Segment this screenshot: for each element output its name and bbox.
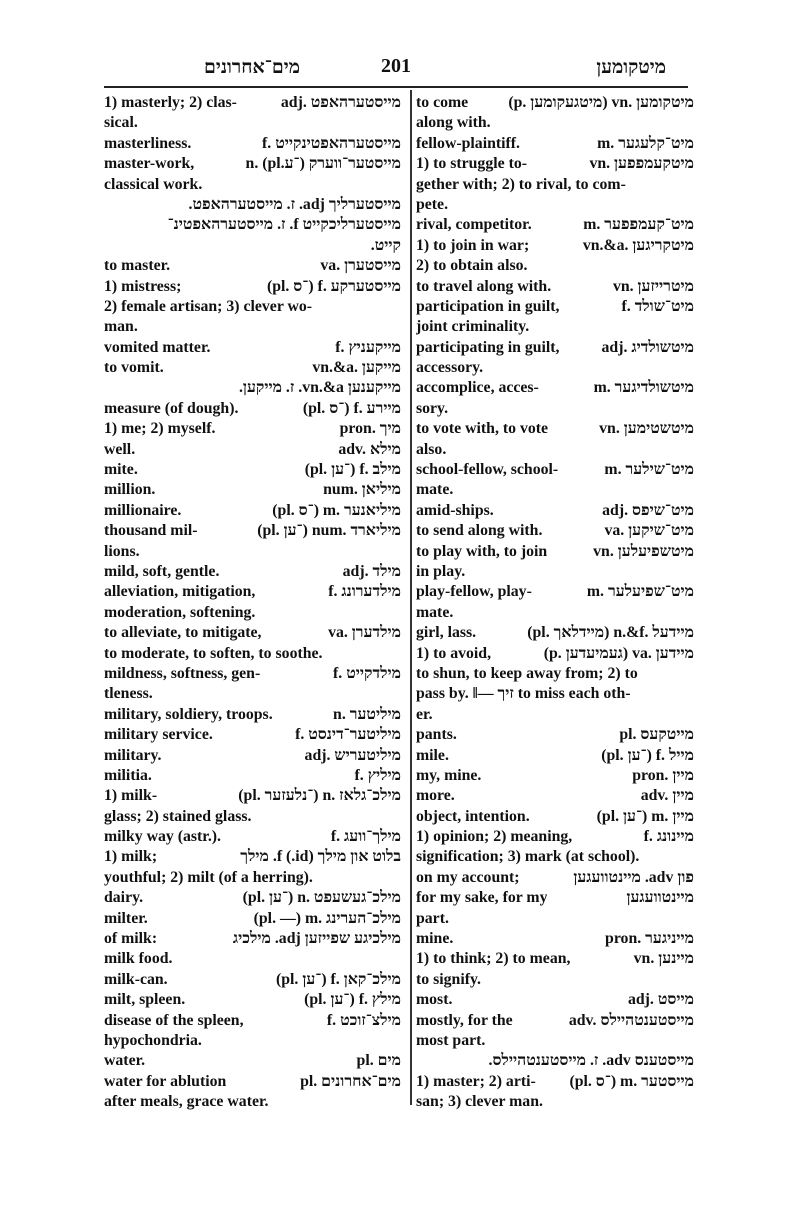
- dictionary-line: [104, 949, 401, 969]
- yiddish-headword: מייסטערליכקייט f. ז. מייסטערהאפטינ־: [167, 216, 401, 234]
- left-column: [104, 93, 401, 1113]
- dictionary-line: [416, 827, 694, 847]
- dictionary-line: [104, 317, 401, 337]
- yiddish-headword: adv. מילא: [338, 440, 401, 458]
- english-gloss: military.: [104, 746, 162, 764]
- yiddish-headword: vn.&a. מיטקריגען: [582, 236, 694, 254]
- dictionary-line: [416, 1031, 694, 1051]
- dictionary-line: [416, 623, 694, 643]
- dictionary-line: [416, 1092, 694, 1112]
- column-divider: [410, 90, 412, 1105]
- yiddish-headword: (p. געמיעדען) va. מיידען: [543, 644, 694, 662]
- dictionary-line: [416, 358, 694, 378]
- yiddish-headword: m. מיטשולדיגער: [593, 379, 694, 397]
- english-gloss: amid-ships.: [416, 501, 494, 519]
- dictionary-line: [104, 623, 401, 643]
- dictionary-line: [104, 1092, 401, 1112]
- yiddish-headword: מייקענען vn.&a. ז. מייקען.: [238, 379, 401, 397]
- english-gloss: classical work.: [104, 175, 203, 193]
- english-gloss: vomited matter.: [104, 338, 211, 356]
- header-right-guideword: מיטקומען: [596, 57, 666, 78]
- english-gloss: to send along with.: [416, 522, 543, 540]
- yiddish-headword: pl. מים: [356, 1052, 401, 1070]
- dictionary-line: [416, 949, 694, 969]
- dictionary-line: [104, 847, 401, 867]
- dictionary-line: [104, 277, 401, 297]
- dictionary-line: [104, 644, 401, 664]
- dictionary-line: [416, 644, 694, 664]
- dictionary-line: [104, 603, 401, 623]
- yiddish-headword: (pl. ־ען) n. מילכ־געשעפט: [242, 889, 401, 907]
- english-gloss: masterliness.: [104, 134, 192, 152]
- english-gloss: to play with, to join: [416, 542, 548, 560]
- dictionary-line: [104, 868, 401, 888]
- english-gloss: school-fellow, school-: [416, 461, 559, 479]
- dictionary-line: [416, 297, 694, 317]
- dictionary-line: [104, 929, 401, 949]
- yiddish-headword: va. מילדערן: [328, 624, 401, 642]
- english-gloss: 2) to obtain also.: [416, 257, 528, 275]
- english-gloss: mile.: [416, 746, 449, 764]
- english-gloss: mite.: [104, 461, 138, 479]
- english-gloss: most.: [416, 991, 453, 1009]
- dictionary-line: [104, 134, 401, 154]
- english-gloss: 1) to join in war;: [416, 236, 530, 254]
- dictionary-line: [104, 338, 401, 358]
- english-gloss: to vote with, to vote: [416, 420, 549, 438]
- dictionary-line: [104, 1011, 401, 1031]
- right-column: [416, 93, 694, 1113]
- dictionary-line: [104, 154, 401, 174]
- dictionary-line: [104, 562, 401, 582]
- yiddish-headword: pl. מייטקעס: [619, 726, 694, 744]
- english-gloss: to master.: [104, 257, 171, 275]
- english-gloss: man.: [104, 318, 138, 336]
- dictionary-line: [416, 888, 694, 908]
- english-gloss: well.: [104, 440, 136, 458]
- english-gloss: 1) master; 2) arti-: [416, 1072, 536, 1090]
- dictionary-line: [104, 358, 401, 378]
- dictionary-line: [416, 215, 694, 235]
- yiddish-headword: f. מילדערונג: [328, 583, 401, 601]
- dictionary-line: [416, 786, 694, 806]
- english-gloss: lions.: [104, 542, 140, 560]
- english-gloss: object, intention.: [416, 807, 530, 825]
- dictionary-line: [104, 175, 401, 195]
- dictionary-line: [104, 521, 401, 541]
- yiddish-headword: מייסטענס adv. ז. מייסטענטהיילס.: [488, 1052, 694, 1070]
- yiddish-headword: קייט.: [370, 236, 401, 254]
- dictionary-line: [416, 1072, 694, 1092]
- yiddish-headword: adj. מיטשולדיג: [601, 338, 694, 356]
- dictionary-line: [104, 460, 401, 480]
- dictionary-line: [104, 786, 401, 806]
- yiddish-headword: (pl. —) m. מילכ־הערינג: [253, 909, 401, 927]
- dictionary-line: [104, 378, 401, 398]
- english-gloss: 1) to think; 2) to mean,: [416, 950, 571, 968]
- english-gloss: of milk:: [104, 930, 158, 948]
- english-gloss: san; 3) clever man.: [416, 1093, 543, 1111]
- yiddish-headword: m. מיט־קעמפפער: [583, 216, 694, 234]
- dictionary-line: [104, 888, 401, 908]
- header-rule: [104, 86, 688, 88]
- english-gloss: to moderate, to soften, to soothe.: [104, 644, 323, 662]
- dictionary-line: [416, 399, 694, 419]
- yiddish-headword: m. מיט־קלעגער: [597, 134, 694, 152]
- yiddish-headword: f. מילדקייט: [333, 664, 401, 682]
- dictionary-line: [416, 256, 694, 276]
- dictionary-line: [104, 582, 401, 602]
- yiddish-headword: (pl. ־ען) f. מילב: [304, 461, 401, 479]
- yiddish-headword: adj. מייסטערהאפט: [280, 94, 401, 111]
- dictionary-line: [416, 113, 694, 133]
- english-gloss: tleness.: [104, 685, 153, 703]
- english-gloss: on my account;: [416, 868, 520, 886]
- yiddish-headword: adj. מיליטעריש: [304, 746, 401, 764]
- yiddish-headword: m. מיט־שפיעלער: [586, 583, 694, 601]
- english-gloss: 1) me; 2) myself.: [104, 420, 216, 438]
- dictionary-line: [104, 746, 401, 766]
- yiddish-headword: (pl. ־ען) f. מילץ: [304, 991, 401, 1009]
- english-gloss: 1) mistress;: [104, 277, 182, 295]
- dictionary-line: [416, 929, 694, 949]
- yiddish-headword: pron. מייניגער: [605, 930, 694, 948]
- english-gloss: 1) to avoid,: [416, 644, 492, 662]
- dictionary-line: [416, 338, 694, 358]
- english-gloss: hypochondria.: [104, 1031, 202, 1049]
- english-gloss: to travel along with.: [416, 277, 552, 295]
- english-gloss: participating in guilt,: [416, 338, 560, 356]
- dictionary-line: [416, 970, 694, 990]
- english-gloss: my, mine.: [416, 766, 482, 784]
- english-gloss: water.: [104, 1052, 146, 1070]
- dictionary-line: [416, 440, 694, 460]
- english-gloss: 1) milk-: [104, 787, 158, 805]
- dictionary-line: [104, 725, 401, 745]
- dictionary-line: [104, 1051, 401, 1071]
- yiddish-headword: n. מיליטער: [333, 705, 401, 723]
- english-gloss: water for ablution: [104, 1072, 227, 1090]
- dictionary-line: [416, 684, 694, 704]
- yiddish-headword: מייסטערליך adj. ז. מייסטערהאפט.: [188, 195, 401, 213]
- dictionary-line: [104, 970, 401, 990]
- dictionary-line: [104, 297, 401, 317]
- yiddish-headword: f. מיט־שולד: [621, 297, 694, 315]
- dictionary-line: [104, 501, 401, 521]
- english-gloss: to come: [416, 94, 469, 111]
- yiddish-headword: (pl. ־ס) m. מייסטער: [569, 1072, 694, 1090]
- dictionary-line: [104, 664, 401, 684]
- dictionary-line: [416, 725, 694, 745]
- english-gloss: 1) masterly; 2) clas-: [104, 94, 237, 111]
- english-gloss: also.: [416, 440, 447, 458]
- yiddish-headword: n. (pl.־ע) מייסטער־ווערק: [245, 155, 401, 173]
- yiddish-headword: (pl. ־ען) m. מיין: [596, 807, 694, 825]
- english-gloss: 1) to struggle to-: [416, 155, 527, 173]
- english-gloss: mild, soft, gentle.: [104, 562, 220, 580]
- dictionary-line: [104, 215, 401, 235]
- yiddish-headword: adv. מייסטענטהיילס: [568, 1011, 694, 1029]
- english-gloss: mine.: [416, 930, 454, 948]
- english-gloss: milky way (astr.).: [104, 828, 222, 846]
- english-gloss: millionaire.: [104, 501, 182, 519]
- english-gloss: million.: [104, 481, 156, 499]
- dictionary-line: [416, 1011, 694, 1031]
- english-gloss: alleviation, mitigation,: [104, 583, 256, 601]
- english-gloss: disease of the spleen,: [104, 1011, 244, 1029]
- dictionary-line: [104, 909, 401, 929]
- yiddish-headword: vn. מיטשפיעלען: [593, 542, 694, 560]
- yiddish-headword: f. מילך־וועג: [330, 828, 401, 846]
- yiddish-headword: pron. מיך: [339, 420, 401, 438]
- english-gloss: milk food.: [104, 950, 173, 968]
- english-gloss: to vomit.: [104, 359, 164, 377]
- english-gloss: military, soldiery, troops.: [104, 705, 273, 723]
- yiddish-headword: (pl. ־נלעזער) n. מילכ־גלאז: [238, 787, 401, 805]
- dictionary-line: [416, 460, 694, 480]
- english-gloss: er.: [416, 705, 433, 723]
- dictionary-line: [416, 277, 694, 297]
- dictionary-line: [104, 1031, 401, 1051]
- dictionary-line: [104, 399, 401, 419]
- dictionary-line: [416, 664, 694, 684]
- yiddish-headword: (pl. ־ס) m. מיליאנער: [272, 501, 401, 519]
- yiddish-headword: vn. מיטשטימען: [599, 420, 694, 438]
- english-gloss: pete.: [416, 195, 449, 213]
- yiddish-headword: (pl. ־ען) num. מיליארד: [257, 522, 401, 540]
- english-gloss: milk-can.: [104, 970, 168, 988]
- yiddish-headword: f. מייקעניץ: [335, 338, 401, 356]
- english-gloss: militia.: [104, 766, 152, 784]
- dictionary-line: [416, 847, 694, 867]
- dictionary-line: [104, 236, 401, 256]
- yiddish-headword: f. מיליץ: [354, 766, 401, 784]
- english-gloss: milter.: [104, 909, 148, 927]
- dictionary-line: [416, 175, 694, 195]
- english-gloss: military service.: [104, 726, 213, 744]
- english-gloss: sory.: [416, 399, 449, 417]
- english-gloss: pants.: [416, 726, 457, 744]
- yiddish-headword: f. מילצ־זוכט: [326, 1011, 401, 1029]
- english-gloss: to signify.: [416, 970, 481, 988]
- dictionary-line: [416, 317, 694, 337]
- dictionary-line: [104, 705, 401, 725]
- english-gloss: most part.: [416, 1031, 486, 1049]
- english-gloss: dairy.: [104, 889, 144, 907]
- dictionary-line: [104, 542, 401, 562]
- yiddish-headword: vn. מיטקעמפפען: [589, 155, 694, 173]
- dictionary-line: [416, 378, 694, 398]
- english-gloss: participation in guilt,: [416, 297, 560, 315]
- dictionary-line: [104, 766, 401, 786]
- dictionary-line: [416, 236, 694, 256]
- english-gloss: master-work,: [104, 155, 195, 173]
- dictionary-line: [104, 827, 401, 847]
- yiddish-headword: num. מיליאן: [323, 481, 401, 499]
- dictionary-line: [416, 1051, 694, 1071]
- dictionary-line: [416, 542, 694, 562]
- yiddish-headword: vn. מיינען: [633, 950, 694, 968]
- dictionary-line: [104, 195, 401, 215]
- dictionary-line: [416, 582, 694, 602]
- english-gloss: more.: [416, 787, 455, 805]
- english-gloss: 1) opinion; 2) meaning,: [416, 828, 573, 846]
- english-gloss: pass by. ‖— זיך to miss each oth-: [416, 685, 631, 703]
- english-gloss: girl, lass.: [416, 624, 477, 642]
- english-gloss: play-fellow, play-: [416, 583, 532, 601]
- dictionary-line: [104, 1072, 401, 1092]
- yiddish-headword: adj. מייסט: [627, 991, 694, 1009]
- yiddish-headword: פון adv. מיינטוועגען: [573, 868, 694, 886]
- dictionary-line: [416, 419, 694, 439]
- dictionary-line: [104, 684, 401, 704]
- english-gloss: 2) female artisan; 3) clever wo-: [104, 297, 313, 315]
- english-gloss: signification; 3) mark (at school).: [416, 848, 640, 866]
- english-gloss: in play.: [416, 562, 466, 580]
- yiddish-headword: מילכיגע שפייזען adj. מילכיג: [232, 930, 401, 948]
- dictionary-line: [104, 440, 401, 460]
- yiddish-headword: pron. מיין: [632, 766, 694, 784]
- english-gloss: rival, competitor.: [416, 216, 532, 234]
- english-gloss: joint criminality.: [416, 318, 530, 336]
- yiddish-headword: vn.&a. מייקען: [312, 359, 401, 377]
- dictionary-line: [416, 480, 694, 500]
- english-gloss: mate.: [416, 603, 454, 621]
- yiddish-headword: va. מיט־שיקען: [604, 522, 694, 540]
- yiddish-headword: מיינטוועגען: [626, 889, 694, 907]
- english-gloss: sical.: [104, 114, 138, 132]
- dictionary-line: [416, 195, 694, 215]
- yiddish-headword: adj. מילד: [342, 562, 401, 580]
- dictionary-line: [104, 93, 401, 113]
- dictionary-line: [104, 990, 401, 1010]
- english-gloss: milt, spleen.: [104, 991, 186, 1009]
- english-gloss: to alleviate, to mitigate,: [104, 624, 262, 642]
- english-gloss: mildness, softness, gen-: [104, 664, 261, 682]
- english-gloss: accessory.: [416, 359, 484, 377]
- yiddish-headword: (pl. ־ס) f. מייסטערקע: [266, 277, 401, 295]
- yiddish-headword: (pl. ־ס) f. מיירע: [302, 399, 401, 417]
- yiddish-headword: (p. מיטגעקומען) vn. מיטקומען: [508, 94, 694, 111]
- dictionary-line: [416, 603, 694, 623]
- yiddish-headword: (pl. מיידלאך) n.&f. מיידעל: [527, 624, 694, 642]
- dictionary-line: [104, 256, 401, 276]
- yiddish-headword: (pl. ־ען) f. מייל: [601, 746, 694, 764]
- yiddish-headword: בלוט און מילך (id.) f. מילך: [240, 848, 401, 866]
- english-gloss: fellow-plaintiff.: [416, 134, 520, 152]
- yiddish-headword: f. מייסטערהאפטינקייט: [262, 134, 401, 152]
- dictionary-line: [416, 746, 694, 766]
- dictionary-line: [416, 521, 694, 541]
- english-gloss: mate.: [416, 481, 454, 499]
- dictionary-line: [416, 134, 694, 154]
- dictionary-line: [104, 419, 401, 439]
- page-header: [104, 55, 688, 87]
- dictionary-line: [416, 807, 694, 827]
- dictionary-line: [104, 807, 401, 827]
- dictionary-line: [416, 705, 694, 725]
- english-gloss: accomplice, acces-: [416, 379, 539, 397]
- header-left-guideword: מים־אחרונים: [204, 57, 301, 78]
- yiddish-headword: m. מיט־שילער: [604, 461, 694, 479]
- english-gloss: thousand mil-: [104, 522, 198, 540]
- english-gloss: mostly, for the: [416, 1011, 513, 1029]
- dictionary-line: [104, 480, 401, 500]
- yiddish-headword: f. מיינונג: [643, 828, 694, 846]
- yiddish-headword: adj. מיט־שיפס: [602, 501, 694, 519]
- dictionary-line: [416, 501, 694, 521]
- dictionary-line: [416, 154, 694, 174]
- yiddish-headword: pl. מים־אחרונים: [300, 1072, 401, 1090]
- english-gloss: along with.: [416, 114, 491, 132]
- english-gloss: moderation, softening.: [104, 603, 256, 621]
- dictionary-line: [416, 93, 694, 113]
- page-number: 201: [381, 55, 411, 77]
- english-gloss: 1) milk;: [104, 848, 158, 866]
- english-gloss: to shun, to keep away from; 2) to: [416, 664, 638, 682]
- dictionary-line: [416, 990, 694, 1010]
- english-gloss: measure (of dough).: [104, 399, 239, 417]
- yiddish-headword: va. מייסטערן: [320, 257, 401, 275]
- english-gloss: after meals, grace water.: [104, 1093, 269, 1111]
- english-gloss: for my sake, for my: [416, 889, 548, 907]
- dictionary-line: [416, 562, 694, 582]
- yiddish-headword: vn. מיטרייזען: [612, 277, 694, 295]
- yiddish-headword: f. מיליטער־דינסט: [295, 726, 401, 744]
- dictionary-line: [416, 909, 694, 929]
- yiddish-headword: adv. מיין: [640, 787, 694, 805]
- english-gloss: gether with; 2) to rival, to com-: [416, 175, 626, 193]
- english-gloss: youthful; 2) milt (of a herring).: [104, 868, 313, 886]
- dictionary-line: [416, 868, 694, 888]
- dictionary-line: [416, 766, 694, 786]
- dictionary-line: [104, 113, 401, 133]
- yiddish-headword: (pl. ־ען) f. מילכ־קאן: [275, 970, 401, 988]
- english-gloss: glass; 2) stained glass.: [104, 807, 252, 825]
- english-gloss: part.: [416, 909, 449, 927]
